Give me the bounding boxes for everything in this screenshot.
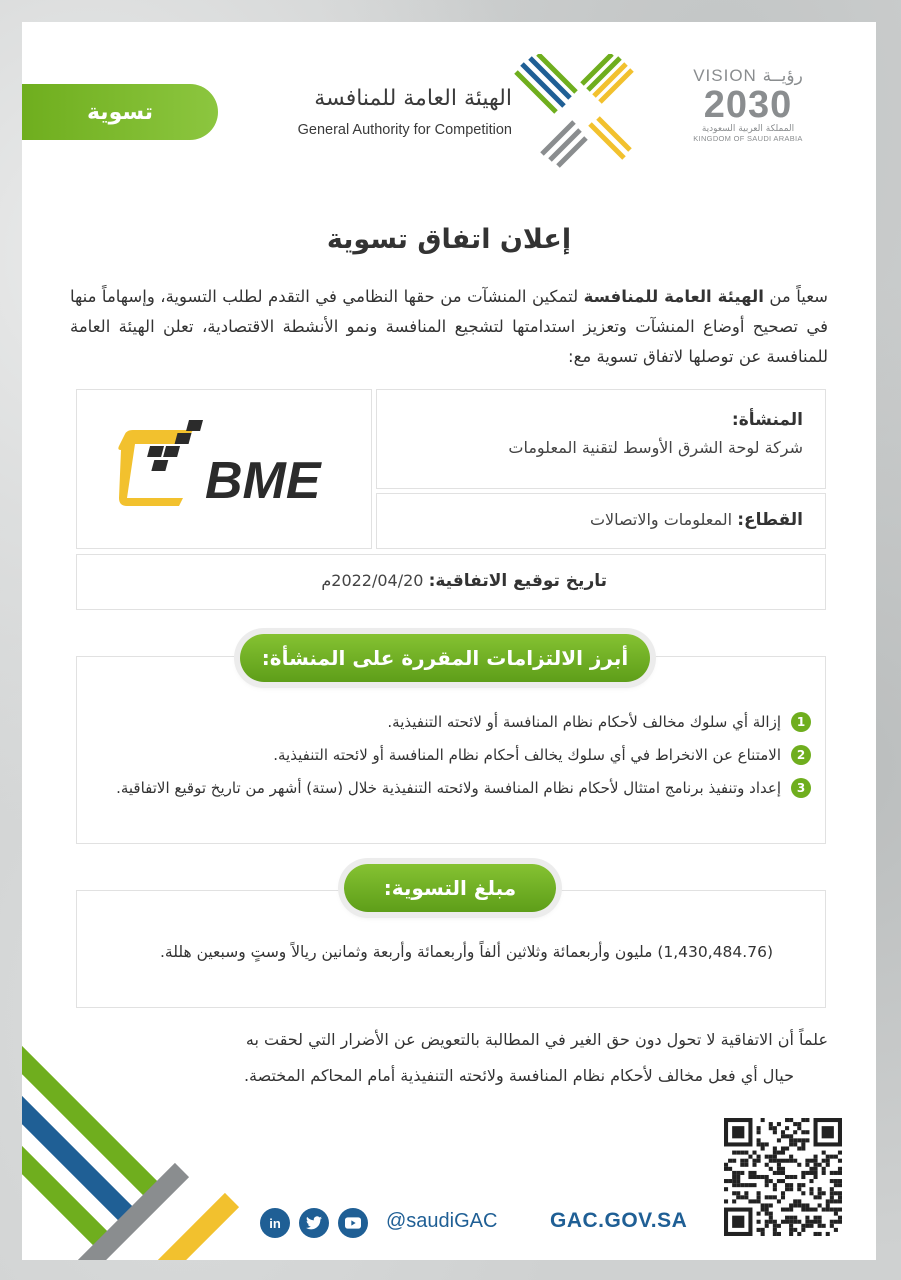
date-box xyxy=(76,554,826,610)
youtube-icon[interactable] xyxy=(338,1208,368,1238)
obligation-number: 3 xyxy=(791,778,811,798)
entity-label: المنشأة: xyxy=(731,410,803,430)
category-badge: تسوية xyxy=(22,84,218,140)
corner-decoration xyxy=(22,1020,252,1260)
legal-note-line1: علماً أن الاتفاقية لا تحول دون حق الغير في المطالبة بالتعويض عن الأضرار التي لحقت به xyxy=(245,1030,828,1049)
obligation-item xyxy=(107,740,811,770)
date-value: 2022/04/20م xyxy=(321,571,424,590)
obligation-text: إزالة أي سلوك مخالف لأحكام نظام المنافسة أو لائحته التنفيذية. xyxy=(387,713,781,731)
vision-kingdom-ar: المملكة العربية السعودية xyxy=(701,124,795,134)
announcement-card xyxy=(22,22,876,1260)
obligation-text: الامتناع عن الانخراط في أي سلوك يخالف أحكام نظام المنافسة أو لائحته التنفيذية. xyxy=(273,746,781,764)
gac-emblem-icon xyxy=(512,54,642,170)
obligations-box xyxy=(76,656,826,844)
bme-logo xyxy=(113,420,339,520)
sector-value: المعلومات والاتصالات xyxy=(589,510,733,529)
date-label: تاريخ توقيع الاتفاقية: xyxy=(428,571,607,591)
vision-year: 2030 xyxy=(703,84,793,126)
entity-box xyxy=(376,389,826,489)
authority-name-ar: الهيئة العامة للمنافسة xyxy=(314,86,512,111)
qr-code[interactable] xyxy=(724,1118,842,1236)
obligations-list xyxy=(107,707,811,806)
intro-bold: الهيئة العامة للمنافسة xyxy=(583,287,764,306)
entity-logo-box xyxy=(76,389,372,549)
intro-suffix: لتمكين المنشآت من حقها النظامي في التقدم لطلب التسوية، وإسهاماً منها في تصحيح أوضاع المنشآت وتعزيز استدامتها لتشجيع المنافسة ونمو الأنشطة الاقتصادية، تعلن الهيئة العامة للمنافسة عن توصلها لاتفاق تسوية مع: xyxy=(70,287,828,366)
social-links xyxy=(260,1208,368,1238)
entity-value: شركة لوحة الشرق الأوسط لتقنية المعلومات xyxy=(508,438,803,457)
obligation-text: إعداد وتنفيذ برنامج امتثال لأحكام نظام المنافسة ولائحته التنفيذية خلال (ستة) أشهر من تاريخ توقيع الاتفاقية. xyxy=(116,779,781,797)
obligation-item xyxy=(107,707,811,737)
sector-box xyxy=(376,493,826,549)
linkedin-icon[interactable]: in xyxy=(260,1208,290,1238)
obligation-number: 2 xyxy=(791,745,811,765)
vision-2030-logo xyxy=(678,66,818,166)
settlement-heading: مبلغ التسوية: xyxy=(344,864,556,912)
website-link[interactable]: GAC.GOV.SA xyxy=(550,1209,688,1232)
obligations-heading: أبرز الالتزامات المقررة على المنشأة: xyxy=(240,634,650,682)
intro-prefix: سعياً من xyxy=(763,287,828,306)
gac-logo xyxy=(270,58,630,168)
vision-en: VISION xyxy=(693,66,757,85)
bme-logo-text: BME xyxy=(205,452,321,510)
obligation-number: 1 xyxy=(791,712,811,732)
intro-paragraph xyxy=(70,282,828,372)
vision-kingdom-en: KINGDOM OF SAUDI ARABIA xyxy=(693,134,803,143)
sector-label: القطاع: xyxy=(737,510,803,530)
social-handle[interactable]: @saudiGAC xyxy=(386,1210,498,1232)
legal-note-line2: حيال أي فعل مخالف لأحكام نظام المنافسة ولائحته التنفيذية أمام المحاكم المختصة. xyxy=(243,1066,794,1085)
authority-name-en: General Authority for Competition xyxy=(297,122,512,138)
obligation-item xyxy=(107,773,811,803)
twitter-icon[interactable] xyxy=(299,1208,329,1238)
page-title: إعلان اتفاق تسوية xyxy=(326,224,572,255)
settlement-text: (1,430,484.76) مليون وأربعمائة وثلاثين ألفاً وأربعمائة وأربعة وثمانين ريالاً وستٍ وسبعين هللة. xyxy=(159,943,773,961)
vision-ar: رؤيــة xyxy=(762,66,803,85)
